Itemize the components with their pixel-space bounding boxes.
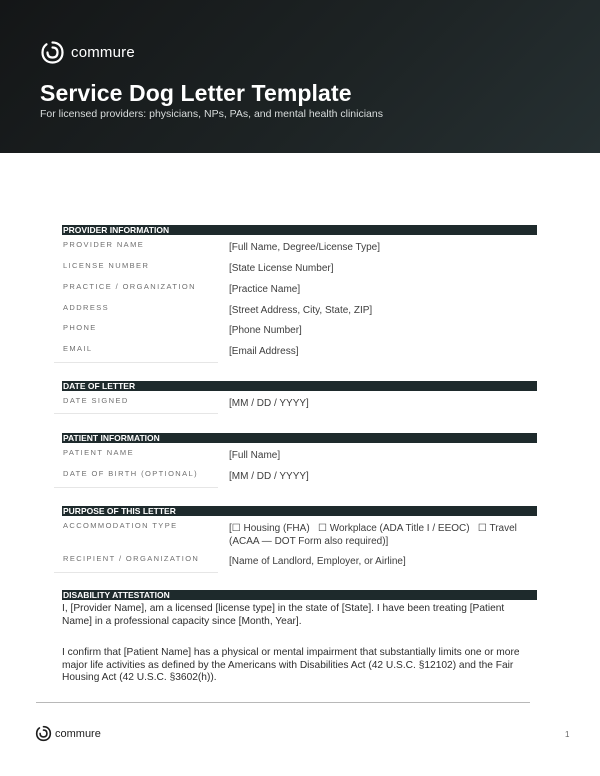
page-subtitle: For licensed providers: physicians, NPs, PAs, and mental health clinicians: [40, 108, 383, 120]
page-title: Service Dog Letter Template: [40, 80, 352, 106]
field-label: PHONE: [63, 323, 97, 332]
field-value[interactable]: [Phone Number]: [229, 325, 302, 336]
attestation-paragraph-2: I confirm that [Patient Name] has a physical or mental impairment that substantially limits one or more major life activities as defined by the Americans with Disabilities Act (42 U.S.C. §12102) and the Fair Housing Act (42 U.S.C. §3602(h)).: [62, 647, 520, 683]
field-value[interactable]: [Name of Landlord, Employer, or Airline]: [229, 556, 406, 567]
field-value[interactable]: [229, 522, 517, 548]
field-value[interactable]: [Street Address, City, State, ZIP]: [229, 305, 373, 316]
field-practice: [62, 282, 537, 303]
accommodation-options-line-1[interactable]: [☐ Housing (FHA) ☐ Workplace (ADA Title I / EEOC) ☐ Travel: [229, 523, 517, 534]
section-heading-attestation: DISABILITY ATTESTATION: [62, 590, 537, 600]
accommodation-options-line-2[interactable]: (ACAA — DOT Form also required)]: [229, 536, 389, 547]
field-value[interactable]: [MM / DD / YYYY]: [229, 471, 309, 482]
field-label: ADDRESS: [63, 303, 110, 312]
page-number: 1: [565, 730, 570, 739]
divider: [54, 487, 218, 488]
field-label: LICENSE NUMBER: [63, 261, 150, 270]
divider: [54, 362, 218, 363]
footer-divider: [36, 702, 530, 703]
field-value[interactable]: [State License Number]: [229, 263, 334, 274]
field-label: PATIENT NAME: [63, 448, 134, 457]
footer-brand-logo: [35, 725, 101, 742]
field-label: DATE OF BIRTH (OPTIONAL): [63, 469, 198, 478]
field-patient-name: [62, 448, 537, 469]
commure-logo-icon: [40, 40, 65, 65]
field-label: EMAIL: [63, 344, 93, 353]
footer-brand-name: commure: [55, 727, 101, 740]
field-label: PRACTICE / ORGANIZATION: [63, 282, 196, 291]
divider: [54, 413, 218, 414]
brand-name: commure: [71, 44, 135, 61]
field-provider-name: [62, 240, 537, 261]
field-label: ACCOMMODATION TYPE: [63, 521, 178, 530]
field-address: [62, 303, 537, 324]
field-license-number: [62, 261, 537, 282]
field-email: [62, 344, 537, 365]
divider: [54, 572, 218, 573]
field-value[interactable]: [MM / DD / YYYY]: [229, 398, 309, 409]
commure-logo-icon: [35, 725, 52, 742]
section-heading-provider: PROVIDER INFORMATION: [62, 225, 537, 235]
field-value[interactable]: [Full Name]: [229, 450, 281, 461]
field-label: PROVIDER NAME: [63, 240, 145, 249]
section-heading-patient: PATIENT INFORMATION: [62, 433, 537, 443]
field-date-of-birth: [62, 469, 537, 490]
section-heading-purpose: PURPOSE OF THIS LETTER: [62, 506, 537, 516]
brand-logo: [40, 40, 135, 65]
field-value[interactable]: [Email Address]: [229, 346, 299, 357]
field-label: DATE SIGNED: [63, 396, 129, 405]
field-value[interactable]: [Full Name, Degree/License Type]: [229, 242, 381, 253]
field-label: RECIPIENT / ORGANIZATION: [63, 554, 200, 563]
attestation-paragraph-1: I, [Provider Name], am a licensed [license type] in the state of [State]. I have been treating [Patient Name] in a professional capacity since [Month, Year].: [62, 603, 505, 627]
header-banner: [0, 0, 600, 153]
field-phone: [62, 323, 537, 344]
field-accommodation-type: [62, 521, 537, 553]
field-date-signed: [62, 396, 537, 417]
field-recipient: [62, 554, 537, 575]
section-heading-date: DATE OF LETTER: [62, 381, 537, 391]
field-value[interactable]: [Practice Name]: [229, 284, 301, 295]
